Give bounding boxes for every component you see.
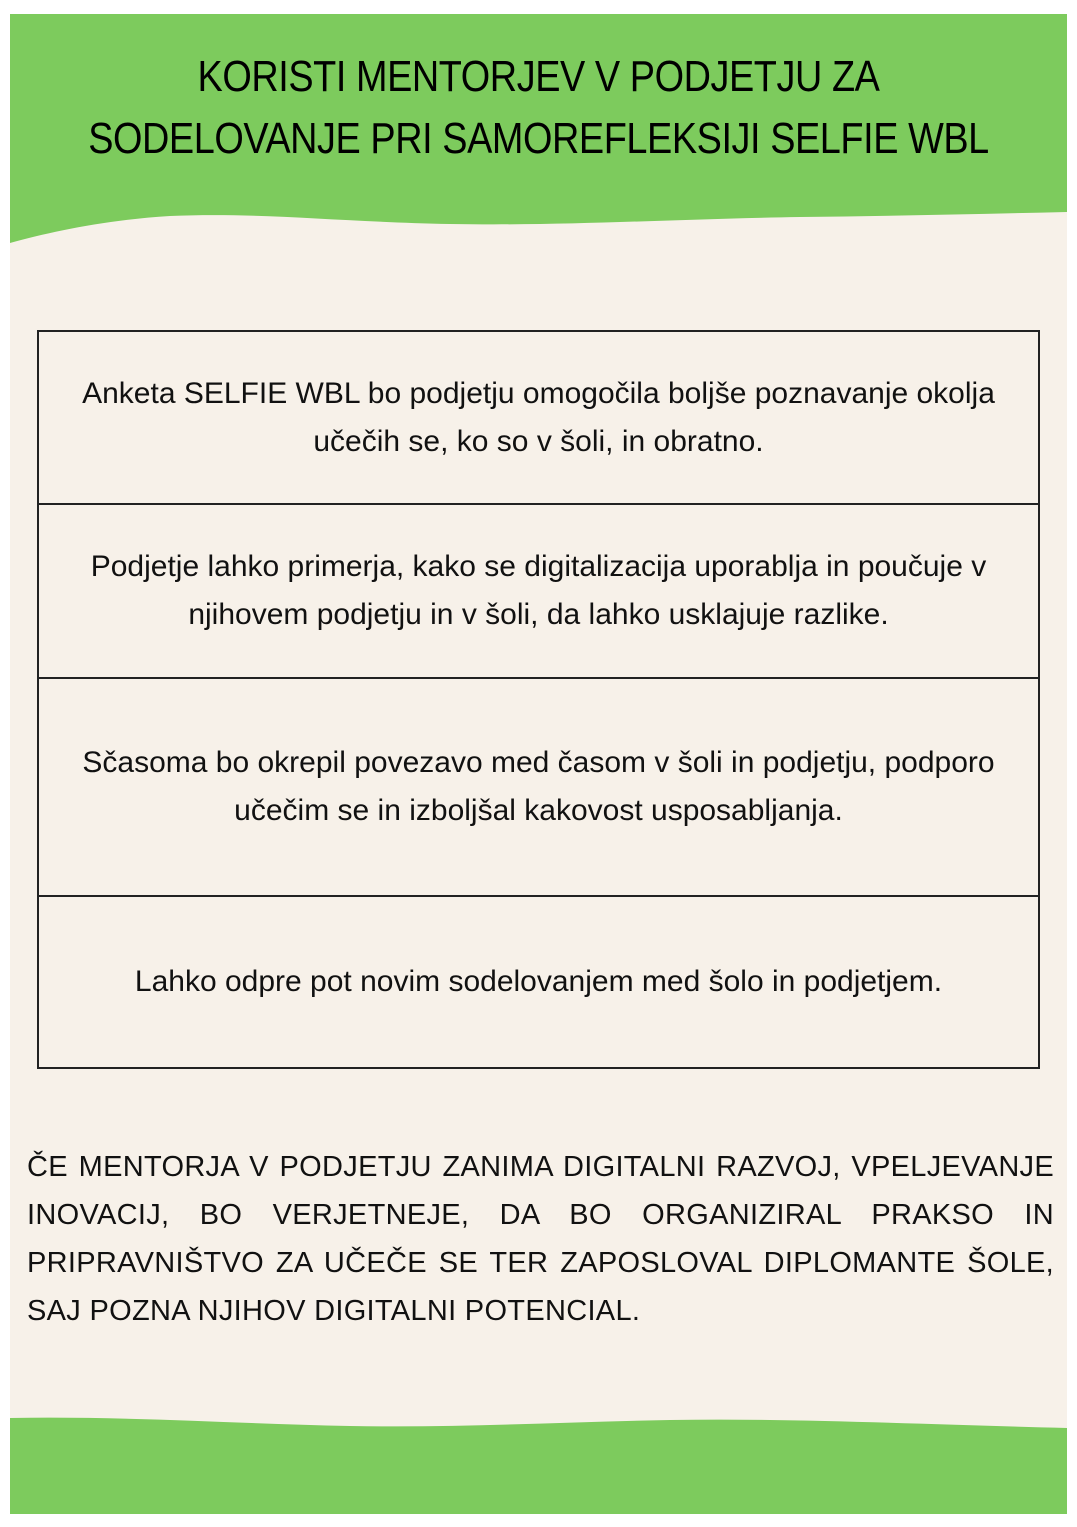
- title-line-2: SODELOVANJE PRI SAMOREFLEKSIJI SELFIE WBL: [88, 114, 989, 163]
- footer-wave-shape: [10, 1418, 1067, 1514]
- benefit-row: Anketa SELFIE WBL bo podjetju omogočila boljše poznavanje okolja učečih se, ko so v šoli, in obratno.: [39, 332, 1038, 505]
- benefit-row: Sčasoma bo okrepil povezavo med časom v šoli in podjetju, podporo učečim se in izboljšal kakovost usposabljanja.: [39, 679, 1038, 897]
- poster: [10, 14, 1067, 1514]
- closing-statement: ČE MENTORJA V PODJETJU ZANIMA DIGITALNI RAZVOJ, VPELJEVANJE INOVACIJ, BO VERJETNEJE, DA BO ORGANIZIRAL PRAKSO IN PRIPRAVNIŠTVO ZA UČEČE SE TER ZAPOSLOVAL DIPLOMANTE ŠOLE, SAJ POZNA NJIHOV DIGITALNI POTENCIAL.: [27, 1151, 1054, 1327]
- page-title: [84, 46, 993, 170]
- title-line-1: KORISTI MENTORJEV V PODJETJU ZA: [197, 52, 880, 101]
- footer-wave-band: [10, 1414, 1067, 1514]
- benefit-row: Podjetje lahko primerja, kako se digitalizacija uporablja in poučuje v njihovem podjetju in v šoli, da lahko usklajuje razlike.: [39, 505, 1038, 679]
- benefit-row: Lahko odpre pot novim sodelovanjem med šolo in podjetjem.: [134, 965, 943, 998]
- benefits-table: [37, 330, 1040, 1069]
